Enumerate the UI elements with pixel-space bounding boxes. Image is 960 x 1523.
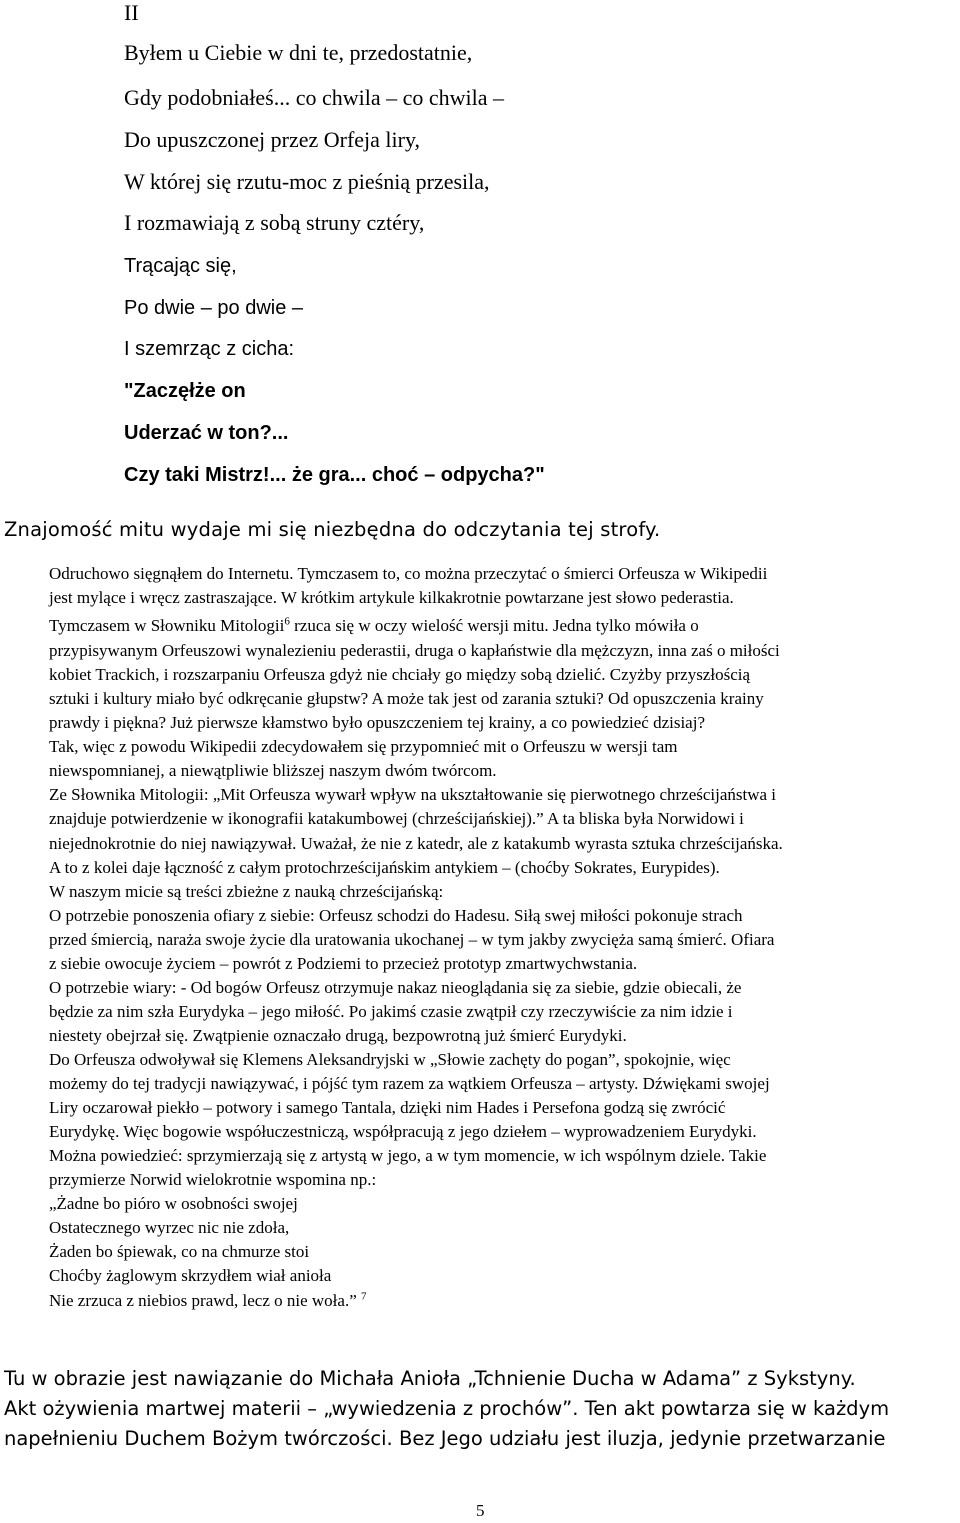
body-line: sztuki i kultury miało być odkręcanie głupstw? A może tak jest od zarania sztuki? Od opuszczenia krainy [49, 689, 764, 708]
body-line-part: Tymczasem w Słowniku Mitologii [49, 616, 285, 635]
body-line: niestety obejrzał się. Zwątpienie oznaczało drugą, bezpowrotną już śmierć Eurydyki. [49, 1026, 627, 1045]
body-line: W naszym micie są treści zbieżne z nauką chrześcijańską: [49, 882, 444, 901]
body-line: będzie za nim szła Eurydyka – jego miłość. Po jakimś czasie zwątpił czy rzeczywiście za nim idzie i [49, 1002, 733, 1021]
poem-line: I rozmawiają z sobą struny cztéry, [124, 210, 425, 235]
body-line: Odruchowo sięgnąłem do Internetu. Tymczasem to, co można przeczytać o śmierci Orfeusza w Wikipedii [49, 564, 768, 583]
poem-line: W której się rzutu-moc z pieśnią przesila, [124, 169, 490, 194]
footnote-ref: 7 [361, 1290, 367, 1303]
body-line: prawdy i piękna? Już pierwsze kłamstwo było opuszczeniem tej krainy, a co powiedzieć dzisiaj? [49, 713, 705, 732]
body-line: Liry oczarował piekło – potwory i samego Tantala, dzięki nim Hades i Persefona godzą się zwrócić [49, 1098, 726, 1117]
closing-line: Tu w obrazie jest nawiązanie do Michała Anioła „Tchnienie Ducha w Adama” z Sykstyny. [4, 1367, 856, 1390]
poem-line: I szemrząc z cicha: [124, 338, 295, 360]
body-line: przypisywanym Orfeuszowi wynalezieniu pederastii, druga o kapłaństwie dla mężczyzn, inna zaś o miłości [49, 641, 780, 660]
poem-line: Uderzać w ton?... [124, 422, 289, 444]
quote-line [49, 1290, 367, 1312]
body-line: przymierze Norwid wielokrotnie wspomina np.: [49, 1170, 377, 1189]
section-heading: II [124, 0, 139, 25]
poem-line: Czy taki Mistrz!... że gra... choć – odpycha?" [124, 464, 545, 486]
quote-line: Choćby żaglowym skrzydłem wiał anioła [49, 1266, 332, 1285]
poem-line: Po dwie – po dwie – [124, 297, 304, 319]
body-line: znajduje potwierdzenie w ikonografii katakumbowej (chrześcijańskiej).” A ta bliska była Norwidowi i [49, 809, 744, 828]
poem-line: Byłem u Ciebie w dni te, przedostatnie, [124, 40, 473, 65]
body-line: kobiet Trackich, i rozszarpaniu Orfeusza gdyż nie chciały go między sobą dzielić. Czyżby przyszłością [49, 665, 751, 684]
body-line [49, 615, 699, 637]
body-line: O potrzebie wiary: - Od bogów Orfeusz otrzymuje nakaz nieoglądania się za siebie, gdzie obiecali, że [49, 978, 742, 997]
body-line: z siebie owocuje życiem – powrót z Podziemi to przecież prototyp zmartwychwstania. [49, 954, 638, 973]
closing-line: Akt ożywienia martwej materii – „wywiedzenia z prochów”. Ten akt powtarza się w każdym [4, 1397, 890, 1420]
body-line: przed śmiercią, naraża swoje życie dla uratowania ukochanej – w tym jakby zwycięża samą śmierć. Ofiara [49, 930, 775, 949]
body-line: Można powiedzieć: sprzymierzają się z artystą w jego, a w tym momencie, w ich wspólnym dziele. Takie [49, 1146, 767, 1165]
body-line: jest mylące i wręcz zastraszające. W krótkim artykule kilkakrotnie powtarzane jest słowo pederastia. [49, 588, 734, 607]
body-line: Do Orfeusza odwoływał się Klemens Aleksandryjski w „Słowie zachęty do pogan”, spokojnie, więc [49, 1050, 731, 1069]
poem-line: Trącając się, [124, 255, 237, 277]
footnote-ref: 6 [284, 615, 290, 628]
poem-line: Gdy podobniałeś... co chwila – co chwila – [124, 85, 505, 110]
page-number: 5 [476, 1501, 485, 1520]
body-line-part: rzuca się w oczy wielość wersji mitu. Jedna tylko mówiła o [294, 616, 699, 635]
quote-line: Ostatecznego wyrzec nic nie zdoła, [49, 1218, 290, 1237]
body-line: możemy do tej tradycji nawiązywać, i pójść tym razem za wątkiem Orfeusza – artysty. Dźwiękami swojej [49, 1074, 770, 1093]
body-line: niejednokrotnie do niej nawiązywał. Uważał, że nie z katedr, ale z katakumb wyrasta sztuka chrześcijańska. [49, 834, 783, 853]
quote-line: Żaden bo śpiewak, co na chmurze stoi [49, 1242, 310, 1261]
quote-line-text: Nie zrzuca z niebios prawd, lecz o nie woła.” [49, 1291, 357, 1310]
quote-line: „Żadne bo pióro w osobności swojej [49, 1194, 298, 1213]
body-line: Tak, więc z powodu Wikipedii zdecydowałem się przypomnieć mit o Orfeuszu w wersji tam [49, 737, 678, 756]
body-line: niewspomnianej, a niewątpliwie bliższej naszym dwóm twórcom. [49, 761, 497, 780]
body-line: A to z kolei daje łączność z całym protochrześcijańskim antykiem – (choćby Sokrates, Eurypides). [49, 858, 720, 877]
commentary-note: Znajomość mitu wydaje mi się niezbędna do odczytania tej strofy. [4, 518, 661, 541]
body-line: Eurydykę. Więc bogowie współuczestniczą, współpracują z jego dziełem – wyprowadzeniem Eurydyki. [49, 1122, 757, 1141]
body-line: O potrzebie ponoszenia ofiary z siebie: Orfeusz schodzi do Hadesu. Siłą swej miłości pokonuje strach [49, 906, 743, 925]
closing-line: napełnieniu Duchem Bożym twórczości. Bez Jego udziału jest iluzja, jedynie przetwarzanie [4, 1427, 886, 1450]
body-line: Ze Słownika Mitologii: „Mit Orfeusza wywarł wpływ na ukształtowanie się pierwotnego chrześcijaństwa i [49, 785, 777, 804]
poem-line: Do upuszczonej przez Orfeja liry, [124, 127, 421, 152]
poem-line: "Zaczęłże on [124, 380, 246, 402]
